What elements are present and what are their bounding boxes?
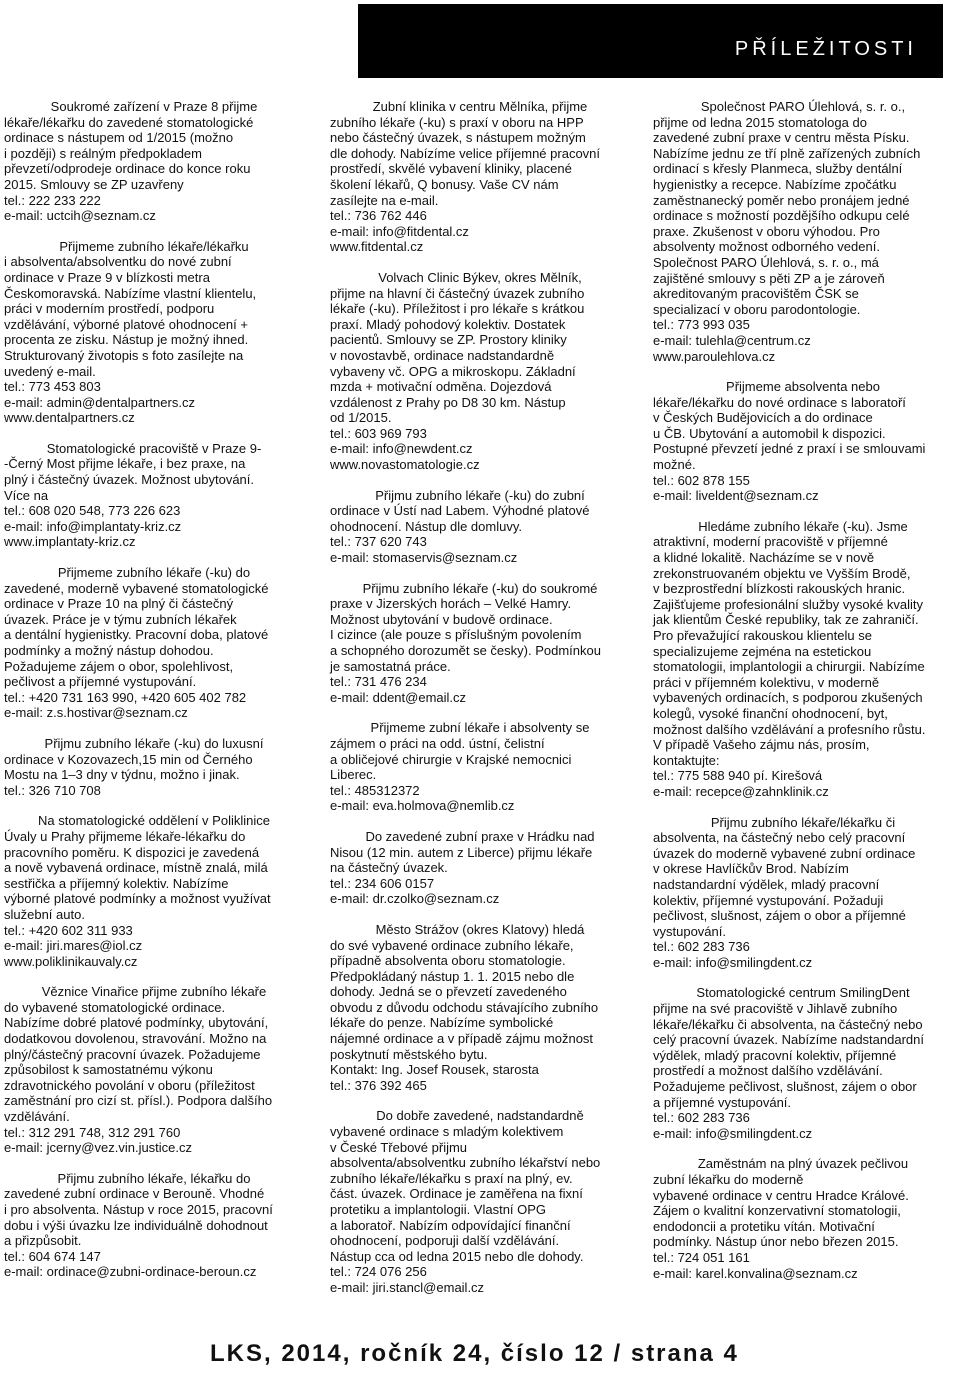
ad-text-line: je samostatná práce. (330, 658, 451, 674)
ad-text-line: protetiku a implantologii. Vlastní OPG (330, 1202, 547, 1217)
ad-text-line: Českomoravská. Nabízíme vlastní klientelu, (4, 285, 257, 301)
ad-text-line: prostředí, skvělé vybavení kliniky, placené (330, 161, 572, 177)
ad-text-line: www.fitdental.cz (330, 239, 424, 255)
ad-text-line: u ČB. Ubytování a automobil k dispozici. (653, 425, 886, 441)
ad-text-line: -Černý Most přijme lékaře, i bez praxe, na (4, 456, 246, 472)
ad-text-line: vystupování. (653, 923, 726, 939)
ad-text-line: ordinace v Praze 9 v blízkosti metra (4, 269, 210, 285)
ad-text-line: e-mail: admin@dentalpartners.cz (4, 394, 195, 410)
ad-text-line: www.poliklinikauvaly.cz (4, 953, 138, 969)
ad-text-line: Mostu na 1–3 dny v týdnu, možno i jinak. (4, 767, 240, 783)
ad-text-line: tel.: 222 233 222 (4, 192, 101, 208)
ad-text-line: 2015. Smlouvy se ZP uzavřeny (4, 176, 184, 192)
ad-headline: Přijmu zubního lékaře, lékařku do (57, 1170, 251, 1186)
ad-text-line: absolventa, na částečný nebo celý pracovní (653, 830, 906, 846)
ad-headline: Přijmeme zubní lékaře i absolventy se (370, 720, 590, 736)
ad-text-line: e-mail: info@implantaty-kriz.cz (4, 518, 182, 534)
ad-text-line: a příjemné vystupování. (653, 1094, 792, 1110)
ad-text-line: celý pracovní úvazek. Nabízíme nadstandardní (653, 1032, 924, 1048)
ad-text-line: i později) s reálným předpokladem (4, 145, 202, 161)
ad-text-line: Pro převažující rakouskou klientelu se (653, 628, 872, 643)
ad-text-line: práci v moderním prostředí, podporu (4, 301, 215, 317)
ad-text-line: a přizpůsobit. (4, 1233, 82, 1249)
ad-text-line: ohodnocení, podporuji další vzdělávání. (330, 1233, 560, 1249)
ad-text-line: Kontakt: Ing. Josef Rousek, starosta (330, 1062, 539, 1078)
ad-text-line: tel.: 775 588 940 pí. Kirešová (653, 768, 823, 784)
classified-ad (4, 984, 304, 1156)
ad-text-line: Nabízíme dobré platové podmínky, ubytování, (4, 1015, 269, 1031)
ad-text-line: tel.: 603 969 793 (330, 425, 427, 441)
ad-text-line: www.implantaty-kriz.cz (4, 534, 136, 550)
ad-text-line: e-mail: ordinace@zubni-ordinace-beroun.cz (4, 1264, 257, 1280)
ad-text-line: Postupné převzetí jedné z praxí i se smlouvami (653, 441, 926, 457)
ad-text-line: kontaktujte: (653, 752, 720, 768)
ad-text-line: tel.: +420 731 163 990, +420 605 402 782 (4, 689, 247, 705)
ad-text-line: a nově vybavená ordinace, místně znalá, milá (4, 860, 268, 876)
ad-text-line: možné. (653, 457, 696, 473)
ad-text-line: tel.: 602 878 155 (653, 472, 750, 488)
ad-text-line: Úvaly u Prahy přijmeme lékaře-lékařku do (4, 828, 246, 844)
ad-headline: Stomatologické pracoviště v Praze 9- (46, 440, 262, 456)
ad-text-line: e-mail: tulehla@centrum.cz (653, 332, 811, 348)
ad-headline: Volvach Clinic Býkev, okres Mělník, (378, 269, 582, 285)
classified-ad (4, 441, 304, 550)
ad-headline: Přijmeme zubního lékaře (-ku) do (57, 565, 251, 581)
ad-text-line: část. úvazek. Ordinace je zaměřena na fixní (330, 1186, 583, 1202)
ad-text-line: Nisou (12 min. autem z Liberce) přijmu lékaře (330, 844, 593, 860)
ad-text-line: specializujeme zejména na estetickou (653, 643, 872, 659)
column-3 (653, 99, 953, 1296)
ad-text-line: Nabízíme jednu ze tří plně zařízených zubních (653, 145, 921, 161)
ad-text-line: atraktivní, moderní pracoviště v příjemné (653, 534, 888, 550)
ad-text-line: lékaře/lékařku do nové ordinace s laboratoří (653, 394, 906, 410)
classified-ad (653, 519, 953, 800)
ad-text-line: V případě Vašeho zájmu nás, prosím, (653, 737, 870, 753)
ad-text-line: zaměstnanecký poměr nebo pronájem jedné (653, 192, 910, 208)
ad-headline: Hledáme zubního lékaře (-ku). Jsme (698, 518, 908, 534)
ad-text-line: služební auto. (4, 906, 85, 922)
section-title: PŘÍLEŽITOSTI (734, 38, 917, 60)
ad-text-line: úvazek do moderně vybavené zubní ordinace (653, 845, 916, 861)
ad-text-line: přijme na své pracoviště v Jihlavě zubního (653, 1001, 898, 1017)
classified-ad (330, 270, 630, 473)
ad-headline: Přijmeme zubního lékaře/lékařku (59, 238, 249, 254)
ad-text-line: e-mail: ddent@email.cz (330, 689, 467, 705)
column-1 (4, 99, 304, 1295)
ad-text-line: Zájem o kvalitní konzervativní stomatologii, (653, 1203, 901, 1219)
ad-text-line: vybavené ordinace v centru Hradce Králové. (653, 1187, 909, 1203)
ad-text-line: tel.: 602 283 736 (653, 1110, 750, 1126)
ad-text-line: pečlivost, slušnost, zájem o obor a příjemné (653, 908, 906, 924)
ad-text-line: tel.: +420 602 311 933 (4, 922, 133, 938)
ad-text-line: pacientů. Smlouvy se ZP. Prostory kliniky (330, 332, 567, 348)
classified-ad (4, 565, 304, 721)
ad-text-line: lékaře/lékařku či absolventa, na částečný nebo (653, 1016, 923, 1032)
ad-headline: Společnost PARO Úlehlová, s. r. o., (700, 99, 906, 114)
ad-text-line: zubního lékaře (-ku) s praxí v oboru na HPP (330, 114, 584, 130)
ad-text-line: Zajišťujeme profesionální služby vysoké kvality (653, 596, 924, 612)
ad-text-line: zavedené, moderně vybavené stomatologické (4, 580, 269, 596)
section-header-box (358, 4, 943, 78)
ad-text-line: vybaveny vč. OPG a mikroskopu. Základní (330, 363, 576, 379)
ad-text-line: e-mail: recepce@zahnklinik.cz (653, 783, 829, 799)
ad-text-line: zdravotnického povolání v oboru (příležitost (4, 1077, 255, 1093)
ad-text-line: Předpokládaný nástup 1. 1. 2015 nebo dle (330, 968, 575, 984)
ad-text-line: Více na (4, 487, 49, 503)
classified-ad (653, 99, 953, 364)
ad-text-line: úvazek. Práce je v týmu zubních lékařek (4, 611, 237, 627)
ad-text-line: i absolventa/absolventku do nové zubní (4, 254, 232, 270)
ad-text-line: do vybavené stomatologické ordinace. (4, 999, 226, 1015)
ad-text-line: e-mail: jiri.mares@iol.cz (4, 938, 143, 954)
ad-text-line: podmínky. Nástup únor nebo březen 2015. (653, 1234, 899, 1250)
ad-text-line: přijme na hlavní či částečný úvazek zubního (330, 285, 585, 301)
ad-text-line: procenta ze zisku. Nástup je možný ihned. (4, 332, 249, 348)
ad-text-line: a schopného dorozumět se česky). Podmínkou (330, 643, 601, 658)
ad-text-line: zavedené zubní ordinace v Berouně. Vhodné (4, 1186, 265, 1202)
ad-text-line: tel.: 326 710 708 (4, 782, 101, 798)
ad-text-line: a obličejové chirurgie v Krajské nemocnici (330, 751, 572, 767)
ad-text-line: e-mail: info@smilingdent.cz (653, 1125, 813, 1141)
ad-text-line: a dentální hygienistky. Pracovní doba, platové (4, 627, 269, 643)
ad-text-line: uvedený e-mail. (4, 363, 96, 379)
ad-text-line: Nástup cca od ledna 2015 nebo dle dohody. (330, 1248, 584, 1264)
ad-text-line: zájmem o práci na odd. ústní, čelistní (330, 735, 545, 751)
ad-text-line: tel.: 376 392 465 (330, 1077, 427, 1093)
ad-text-line: ordinace v Praze 10 na plný či částečný (4, 596, 234, 612)
ad-text-line: e-mail: stomaservis@seznam.cz (330, 550, 518, 566)
ad-text-line: jak klientům České republiky, tak ze zahraničí. (653, 612, 919, 628)
ad-text-line: specializací v oboru parodontologie. (653, 301, 861, 317)
ad-text-line: e-mail: eva.holmova@nemlib.cz (330, 798, 515, 814)
ad-text-line: případně absolventa oboru stomatologie. (330, 953, 566, 969)
ad-text-line: tel.: 485312372 (330, 782, 420, 798)
ad-text-line: poskytnutí městského bytu. (330, 1046, 488, 1062)
classified-ad (4, 736, 304, 798)
ad-text-line: zubního lékaře/lékařku s praxí na plný, ev. (330, 1170, 573, 1186)
ad-text-line: praxe. Zkušenost v oboru výhodou. Pro (653, 223, 880, 239)
ad-text-line: tel.: 604 674 147 (4, 1248, 101, 1264)
ad-headline: Zubní klinika v centru Mělníka, přijme (372, 99, 588, 114)
ad-text-line: na částečný úvazek. (330, 860, 448, 876)
ad-text-line: od 1/2015. (330, 410, 392, 426)
ad-text-line: dodatkovou dovolenou, stravování. Možno na (4, 1031, 267, 1047)
ad-text-line: prostředí a možnost dalšího vzdělávání. (653, 1063, 883, 1079)
classified-ad (653, 985, 953, 1141)
ad-headline: Věznice Vinařice přijme zubního lékaře (41, 984, 267, 1000)
ad-text-line: a klidné lokalitě. Nacházíme se v nově (653, 550, 875, 566)
ad-text-line: mzda + motivační odměna. Dojezdová (330, 379, 552, 395)
ad-text-line: tel.: 234 606 0157 (330, 875, 435, 891)
ad-text-line: ordinace s možností pozdějšího odkupu celé (653, 208, 910, 224)
ad-text-line: práci v příjemném kolektivu, v moderně (653, 674, 880, 690)
ad-text-line: Společnost PARO Úlehlová, s. r. o., má (653, 254, 879, 270)
ad-text-line: Požadujeme pečlivost, slušnost, zájem o obor (653, 1079, 917, 1095)
ad-headline: Přijmu zubního lékaře/lékařku či (710, 814, 896, 830)
ad-text-line: lékaře (-ku). Příležitost i pro lékaře s krátkou (330, 301, 585, 317)
ad-headline: Přijmu zubního lékaře (-ku) do luxusní (44, 735, 264, 751)
ad-text-line: e-mail: jiri.stancl@email.cz (330, 1279, 485, 1295)
ad-text-line: www.novastomatologie.cz (330, 457, 480, 473)
ad-text-line: zavedené zubní praxe v centru města Písku. (653, 130, 910, 146)
classified-ad (330, 99, 630, 255)
ad-text-line: praxe v Jizerských horách – Velké Hamry. (330, 596, 572, 612)
ad-headline: Zaměstnám na plný úvazek pečlivou (697, 1156, 909, 1172)
ad-headline: Přijmu zubního lékaře (-ku) do zubní (375, 487, 585, 503)
ad-text-line: ordinace s nástupem od 1/2015 (možno (4, 130, 234, 146)
ad-text-line: školení lékařů, Q bonusy. Vaše CV nám (330, 176, 559, 192)
ad-text-line: tel.: 737 620 743 (330, 534, 427, 550)
ad-text-line: nadstandardní výdělek, mladý pracovní (653, 876, 880, 892)
ad-headline: Město Strážov (okres Klatovy) hledá (375, 921, 585, 937)
ad-text-line: nájemné ordinace a v případě zájmu možnost (330, 1031, 594, 1047)
classified-ad (4, 813, 304, 969)
ad-text-line: výborné platové podmínky a možnost využívat (4, 891, 271, 907)
ad-text-line: zaměstnání pro cizí st. přísl.). Podpora dalšího (4, 1093, 273, 1109)
ad-text-line: tel.: 773 993 035 (653, 317, 750, 333)
ad-text-line: v novostavbě, ordinace nadstandardně (330, 347, 555, 363)
ad-text-line: lékaře/lékařku do zavedené stomatologické (4, 114, 254, 130)
ad-text-line: převzetí/odprodeje ordinace do konce roku (4, 161, 251, 177)
ad-text-line: tel.: 724 051 161 (653, 1249, 750, 1265)
ad-text-line: tel.: 724 076 256 (330, 1264, 427, 1280)
ad-text-line: tel.: 608 020 548, 773 226 623 (4, 503, 181, 519)
ad-text-line: e-mail: z.s.hostivar@seznam.cz (4, 705, 188, 721)
ad-text-line: pracovního poměru. K dispozici je zavedená (4, 844, 260, 860)
ad-text-line: plný i částečný úvazek. Možnost ubytování. (4, 472, 255, 488)
column-2 (330, 99, 630, 1311)
ad-text-line: způsobilost k samostatnému výkonu (4, 1062, 213, 1078)
ad-text-line: endodoncii a protetiku vítán. Motivační (653, 1218, 875, 1234)
ad-text-line: zubní lékařku do moderně (653, 1172, 804, 1187)
ad-text-line: ordinací s křesly Planmeca, služby dentální (653, 161, 903, 177)
ad-text-line: vzdělávání, výborné platové ohodnocení + (4, 316, 248, 332)
ad-headline: Do zavedené zubní praxe v Hrádku nad (365, 828, 595, 844)
ad-text-line: Liberec. (330, 767, 377, 783)
ad-text-line: vzdálenost z Prahy po D8 30 km. Nástup (330, 394, 566, 410)
ad-text-line: plný/částečný pracovní úvazek. Požadujeme (4, 1046, 261, 1062)
ad-text-line: kolektiv, příjemné vystupování. Požaduji (653, 892, 884, 908)
ad-headline: Soukromé zařízení v Praze 8 přijme (50, 99, 258, 114)
classified-ad (330, 922, 630, 1094)
ad-text-line: absolventy možnost odborného vedení. (653, 239, 880, 255)
ad-text-line: vybavených ordinacích, s podporou zkušených (653, 690, 923, 706)
classified-ad (4, 239, 304, 426)
ad-text-line: ordinace v Kozovazech,15 min od Černého (4, 751, 253, 767)
ad-text-line: tel.: 773 453 803 (4, 379, 101, 395)
ad-text-line: přijme od ledna 2015 stomatologa do (653, 114, 867, 130)
classified-ad (4, 1171, 304, 1280)
ad-text-line: akreditovaným pracovištěm ČSK se (653, 286, 859, 302)
ad-text-line: ordinace v Ústí nad Labem. Výhodné platové (330, 503, 590, 519)
ad-headline: Přijmu zubního lékaře (-ku) do soukromé (362, 580, 598, 596)
ad-text-line: Možnost ubytování v budově ordinace. (330, 611, 553, 627)
ad-text-line: tel.: 736 762 446 (330, 208, 427, 224)
classified-ad (653, 379, 953, 504)
ad-text-line: vybavené ordinace s mladým kolektivem (330, 1124, 564, 1140)
ad-text-line: do své vybavené ordinace zubního lékaře, (330, 937, 574, 953)
ad-text-line: e-mail: info@fitdental.cz (330, 223, 469, 239)
ad-text-line: tel.: 731 476 234 (330, 674, 427, 690)
ad-text-line: Požadujeme zájem o obor, spolehlivost, (4, 658, 234, 674)
ad-text-line: e-mail: karel.konvalina@seznam.cz (653, 1265, 858, 1281)
ad-text-line: tel.: 312 291 748, 312 291 760 (4, 1124, 181, 1140)
ad-text-line: hygienistky a recepce. Nabízíme zpočátku (653, 176, 897, 192)
ad-text-line: zrekonstruovaném objektu ve Vyšším Brodě, (653, 565, 911, 581)
ad-headline: Na stomatologické oddělení v Poliklinice (38, 813, 270, 829)
ad-text-line: zasílejte na e-mail. (330, 192, 439, 208)
ad-text-line: e-mail: uctcih@seznam.cz (4, 208, 156, 224)
ad-text-line: stomatologii, implantologii a chirurgii. Nabízíme (653, 659, 925, 675)
classified-ad (330, 720, 630, 814)
ad-text-line: e-mail: jcerny@vez.vin.justice.cz (4, 1140, 193, 1156)
ad-text-line: absolventa/absolventku zubního lékařství nebo (330, 1155, 601, 1171)
ad-text-line: i pro absolventa. Nástup v roce 2015, pracovní (4, 1202, 273, 1217)
ad-text-line: možnost dalšího vzdělávání a profesního růstu. (653, 721, 926, 737)
ad-text-line: v Českých Budějovicích a do ordinace (653, 410, 873, 426)
ad-text-line: sestřička a příjemný kolektiv. Nabízíme (4, 875, 229, 891)
ad-text-line: nebo částečný úvazek, s nástupem možným (330, 130, 586, 146)
ad-text-line: I cizince (ale pouze s příslušným povolením (330, 627, 582, 643)
ad-text-line: pečlivost a příjemné vystupování. (4, 674, 197, 690)
ad-text-line: e-mail: info@newdent.cz (330, 441, 473, 457)
classified-ad (653, 1156, 953, 1281)
classified-ad (330, 1108, 630, 1295)
classified-ad (330, 829, 630, 907)
page-footer: LKS, 2014, ročník 24, číslo 12 / strana 4 (210, 1340, 739, 1367)
ad-text-line: vzdělávání. (4, 1109, 70, 1125)
ad-text-line: dohody. Jedná se o převzetí zavedeného (330, 984, 567, 1000)
classified-ad (330, 488, 630, 566)
ad-text-line: v okrese Havlíčkův Brod. Nabízím (653, 861, 849, 877)
ad-headline: Do dobře zavedené, nadstandardně (376, 1108, 584, 1124)
ad-text-line: e-mail: dr.czolko@seznam.cz (330, 891, 500, 907)
classified-ad (4, 99, 304, 224)
ad-text-line: v bezprostřední blízkosti rakouských hranic. (653, 581, 906, 597)
ad-text-line: lékaře do penze. Nabízíme symbolické (330, 1015, 554, 1031)
ad-text-line: www.paroulehlova.cz (653, 348, 776, 364)
ad-text-line: dobu i výši úvazku lze individuálně dohodnout (4, 1217, 268, 1233)
classified-ad (330, 581, 630, 706)
ad-text-line: podmínky a možný nástup dohodou. (4, 643, 214, 658)
ad-text-line: obvodu z důvodu odchodu stávajícího zubního (330, 999, 599, 1015)
ad-text-line: www.dentalpartners.cz (4, 410, 135, 426)
ad-text-line: a laboratoř. Nabízím odpovídající finanční (330, 1217, 571, 1233)
ad-headline: Přijmeme absolventa nebo (726, 379, 880, 395)
ad-text-line: praxí. Mladý pohodový kolektiv. Dostatek (330, 316, 566, 332)
ad-text-line: e-mail: info@smilingdent.cz (653, 954, 813, 970)
ad-text-line: tel.: 602 283 736 (653, 939, 750, 955)
ad-text-line: výdělek, mladý pracovní kolektiv, příjemné (653, 1047, 897, 1063)
ad-text-line: ohodnocení. Nástup dle domluvy. (330, 518, 522, 534)
ad-text-line: Strukturovaný životopis s foto zasílejte na (4, 347, 244, 363)
ad-text-line: kolegů, vysoké finanční ohodnocení, byt, (653, 705, 888, 721)
ad-text-line: dle dohody. Nabízíme velice příjemné pracovní (330, 145, 601, 161)
ad-text-line: zajištěné smlouvy s pěti ZP a je zároveň (653, 270, 885, 286)
classified-ad (653, 815, 953, 971)
ad-text-line: v České Třebové přijmu (330, 1139, 468, 1155)
ad-text-line: e-mail: liveldent@seznam.cz (653, 488, 819, 504)
ad-headline: Stomatologické centrum SmilingDent (696, 985, 910, 1001)
